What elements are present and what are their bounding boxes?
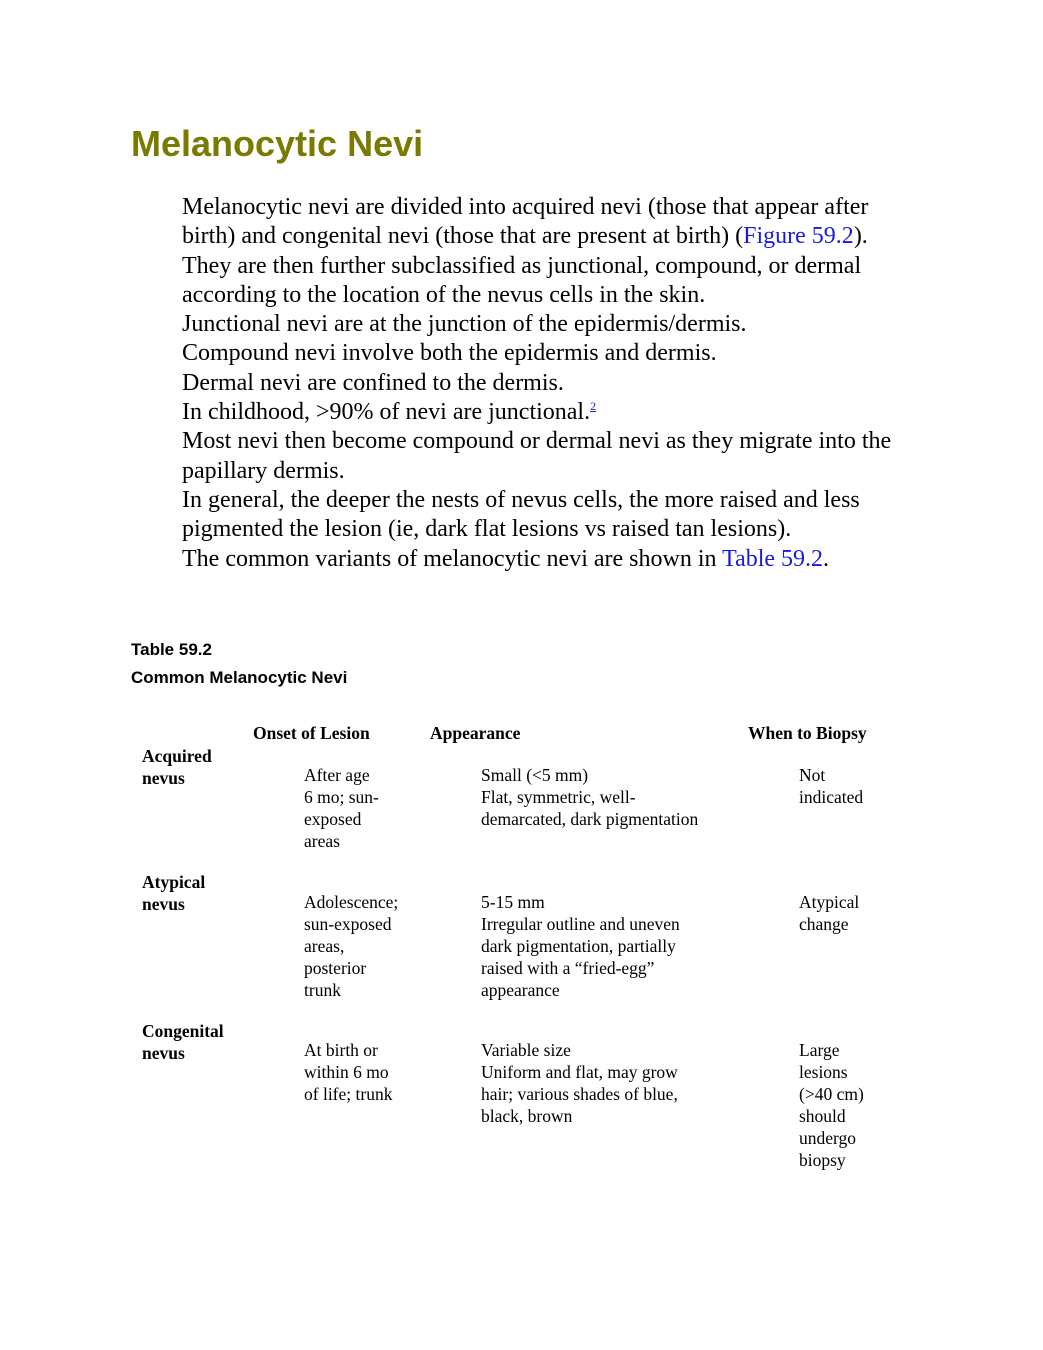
reference-link[interactable]: 2 — [590, 399, 597, 414]
cell-appearance — [481, 891, 731, 1001]
row-name-line: nevus — [142, 894, 185, 914]
cell-line: Uniform and flat, may grow — [481, 1062, 678, 1082]
row-name — [142, 871, 252, 915]
header-biopsy: When to Biopsy — [748, 723, 867, 743]
cell-line: Atypical — [799, 892, 860, 912]
cell-biopsy — [799, 764, 889, 808]
table-title: Common Melanocytic Nevi — [131, 668, 348, 687]
cell-line: posterior — [304, 958, 367, 978]
cell-line: hair; various shades of blue, — [481, 1084, 678, 1104]
table-link[interactable]: Table 59.2 — [722, 545, 824, 572]
cell-line: areas, — [304, 936, 345, 956]
cell-line: indicated — [799, 787, 864, 807]
paragraph-text: . — [823, 545, 830, 572]
cell-biopsy — [799, 1039, 889, 1171]
cell-line: demarcated, dark pigmentation — [481, 809, 699, 829]
paragraph: Dermal nevi are confined to the dermis. — [182, 369, 564, 396]
cell-line: 6 mo; sun- — [304, 787, 379, 807]
body-text — [182, 193, 922, 574]
cell-line: dark pigmentation, partially — [481, 936, 676, 956]
row-name-line: Acquired — [142, 746, 212, 766]
cell-line: undergo — [799, 1128, 857, 1148]
paragraph: In general, the deeper the nests of nevus cells, the more raised and less pigmented the lesion (ie, dark flat lesions vs raised tan lesions). — [182, 486, 860, 543]
cell-line: Flat, symmetric, well- — [481, 787, 636, 807]
header-onset: Onset of Lesion — [253, 723, 370, 743]
row-name — [142, 745, 252, 789]
cell-line: areas — [304, 831, 340, 851]
row-name-line: Congenital — [142, 1021, 224, 1041]
paragraph-text: Melanocytic nevi are divided into acquired nevi (those that appear after birth) and congenital nevi (those that are present at birth) ( — [182, 194, 869, 250]
cell-line: within 6 mo — [304, 1062, 389, 1082]
cell-line: appearance — [481, 980, 560, 1000]
cell-line: Large — [799, 1040, 840, 1060]
cell-onset — [304, 764, 434, 852]
cell-onset — [304, 891, 434, 1001]
cell-line: Adolescence; — [304, 892, 399, 912]
paragraph-text: In childhood, >90% of nevi are junctional. — [182, 399, 591, 426]
cell-appearance — [481, 764, 731, 830]
cell-line: Irregular outline and uneven — [481, 914, 680, 934]
cell-line: sun-exposed — [304, 914, 392, 934]
cell-appearance — [481, 1039, 731, 1127]
cell-line: exposed — [304, 809, 362, 829]
cell-line: raised with a “fried-egg” — [481, 958, 655, 978]
paragraph: Compound nevi involve both the epidermis and dermis. — [182, 340, 717, 367]
cell-biopsy — [799, 891, 889, 935]
cell-line: Not — [799, 765, 826, 785]
cell-line: of life; trunk — [304, 1084, 393, 1104]
paragraph-text: The common variants of melanocytic nevi are shown in — [182, 545, 723, 572]
cell-line: 5-15 mm — [481, 892, 545, 912]
cell-line: lesions — [799, 1062, 848, 1082]
cell-line: change — [799, 914, 849, 934]
cell-line: Small (<5 mm) — [481, 765, 589, 785]
paragraph-text: ). — [853, 223, 868, 250]
paragraph — [182, 193, 922, 252]
paragraph: Most nevi then become compound or dermal nevi as they migrate into the papillary dermis. — [182, 428, 892, 484]
table-label: Table 59.2 — [131, 640, 212, 659]
cell-line: biopsy — [799, 1150, 846, 1170]
row-name-line: Atypical — [142, 872, 206, 892]
cell-line: trunk — [304, 980, 341, 1000]
row-name-line: nevus — [142, 768, 185, 788]
cell-onset — [304, 1039, 434, 1105]
figure-link[interactable]: Figure 59.2 — [743, 223, 854, 250]
paragraph: They are then further subclassified as junctional, compound, or dermal according to the location of the nevus cells in the skin. — [182, 252, 862, 308]
cell-line: After age — [304, 765, 370, 785]
cell-line: At birth or — [304, 1040, 378, 1060]
cell-line: (>40 cm) — [799, 1084, 864, 1104]
header-appearance: Appearance — [430, 723, 521, 743]
paragraph — [182, 398, 922, 427]
paragraph — [182, 545, 922, 574]
row-name-line: nevus — [142, 1043, 185, 1063]
cell-line: black, brown — [481, 1106, 573, 1126]
row-name — [142, 1020, 252, 1064]
paragraph: Junctional nevi are at the junction of the epidermis/dermis. — [182, 311, 747, 338]
cell-line: should — [799, 1106, 846, 1126]
cell-line: Variable size — [481, 1040, 571, 1060]
page-title: Melanocytic Nevi — [131, 123, 424, 164]
